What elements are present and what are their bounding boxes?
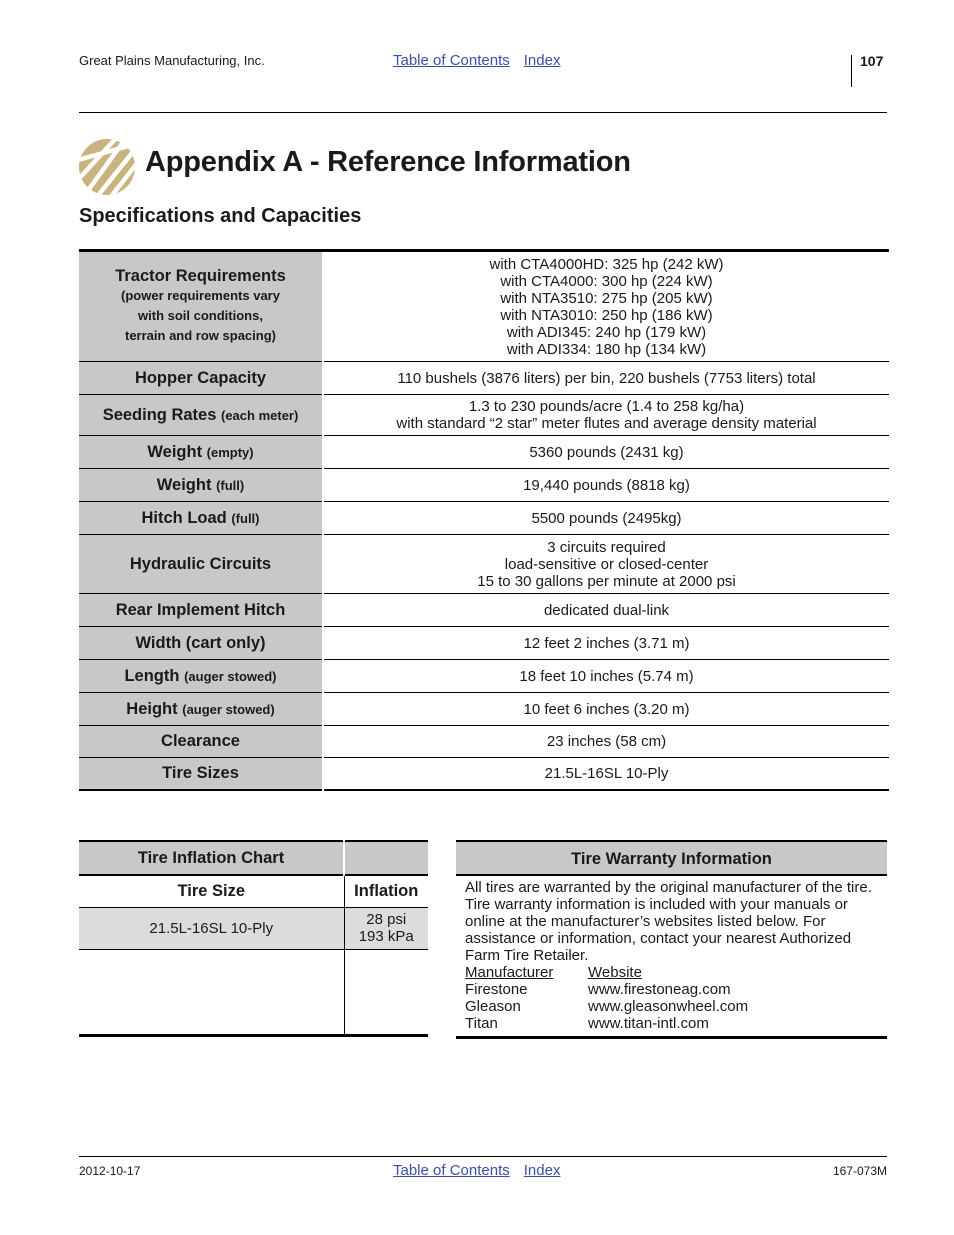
table-row xyxy=(79,758,889,790)
value-line: with NTA3510: 275 hp (205 kW) xyxy=(500,289,713,307)
value-line: 3 circuits required xyxy=(547,538,666,556)
header-nav xyxy=(393,52,574,69)
warranty-title: Tire Warranty Information xyxy=(456,842,887,876)
spec-label xyxy=(79,395,323,436)
manufacturer-name: Titan xyxy=(465,1015,498,1032)
table-row xyxy=(79,469,889,502)
value-line: load-sensitive or closed-center xyxy=(504,555,709,573)
table-cell xyxy=(344,841,428,875)
page-title: Appendix A - Reference Information xyxy=(145,146,631,178)
footer-nav xyxy=(393,1162,574,1179)
table-row xyxy=(79,251,889,362)
label-text: Weight xyxy=(147,442,203,461)
spec-value: 5500 pounds (2495kg) xyxy=(323,502,889,535)
tractor-requirements-label: Tractor Requirements xyxy=(115,267,286,285)
spec-value: dedicated dual-link xyxy=(323,594,889,627)
value-line: 15 to 30 gallons per minute at 2000 psi xyxy=(477,572,736,590)
label-text: Length xyxy=(124,666,180,685)
page-number: 107 xyxy=(860,53,884,69)
table-row xyxy=(79,395,889,436)
label-text: Height xyxy=(126,699,178,718)
value-line: with CTA4000HD: 325 hp (242 kW) xyxy=(489,255,724,273)
spec-value: 10 feet 6 inches (3.20 m) xyxy=(323,693,889,726)
header-rule xyxy=(79,112,887,113)
manufacturer-website: www.firestoneag.com xyxy=(588,981,731,998)
footer-date: 2012-10-17 xyxy=(79,1164,141,1178)
value-line: with ADI334: 180 hp (134 kW) xyxy=(506,340,707,358)
warranty-text: All tires are warranted by the original manufacturer of the tire. Tire warranty information is included with your manuals or online at the manufacturer’s websites listed below. For assistance or information, contact your nearest Authorized Farm Tire Retailer. xyxy=(465,879,872,964)
label-note: (full) xyxy=(231,510,260,526)
index-link[interactable]: Index xyxy=(523,1162,561,1179)
table-row xyxy=(79,660,889,693)
label-note: (each meter) xyxy=(221,407,299,423)
label-note: (empty) xyxy=(206,444,254,460)
tractor-requirements-note xyxy=(85,286,316,346)
table-cell xyxy=(79,949,344,1035)
table-row xyxy=(79,436,889,469)
spec-label: Clearance xyxy=(79,726,323,758)
spec-label xyxy=(79,469,323,502)
manufacturer-header: Manufacturer xyxy=(465,964,554,981)
manufacturer-list xyxy=(465,964,879,1032)
note-line: with soil conditions, xyxy=(138,308,263,323)
note-line: (power requirements vary xyxy=(121,288,280,303)
warranty-body xyxy=(456,876,887,1036)
value-line: with NTA3010: 250 hp (186 kW) xyxy=(500,306,713,324)
label-note: (full) xyxy=(216,477,245,493)
spec-value xyxy=(323,535,889,594)
spec-label: Hydraulic Circuits xyxy=(79,535,323,594)
spec-label: Width (cart only) xyxy=(79,627,323,660)
table-row xyxy=(79,949,428,1035)
manufacturer-name: Gleason xyxy=(465,998,521,1015)
specifications-table xyxy=(79,249,889,791)
company-name: Great Plains Manufacturing, Inc. xyxy=(79,53,265,68)
value-line: with ADI345: 240 hp (179 kW) xyxy=(506,323,707,341)
column-header: Tire Size xyxy=(79,875,344,907)
table-row xyxy=(79,362,889,395)
inflation-cell xyxy=(344,907,428,949)
table-row xyxy=(79,502,889,535)
note-line: terrain and row spacing) xyxy=(125,328,276,343)
value-line: 1.3 to 230 pounds/acre (1.4 to 258 kg/ha) xyxy=(468,398,745,415)
label-note: (auger stowed) xyxy=(182,701,275,717)
table-row xyxy=(79,726,889,758)
table-row xyxy=(79,627,889,660)
table-cell xyxy=(344,949,428,1035)
label-note: (auger stowed) xyxy=(184,668,277,684)
value-line: with standard “2 star” meter flutes and average density material xyxy=(396,415,817,432)
manufacturer-name: Firestone xyxy=(465,981,528,998)
table-row xyxy=(79,875,428,907)
spec-value: 23 inches (58 cm) xyxy=(323,726,889,758)
spec-label: Rear Implement Hitch xyxy=(79,594,323,627)
spec-value: 5360 pounds (2431 kg) xyxy=(323,436,889,469)
table-row xyxy=(79,535,889,594)
spec-value: 18 feet 10 inches (5.74 m) xyxy=(323,660,889,693)
spec-label xyxy=(79,502,323,535)
index-link[interactable]: Index xyxy=(523,52,561,69)
great-plains-logo-icon xyxy=(78,138,136,196)
column-header: Inflation xyxy=(344,875,428,907)
label-text: Seeding Rates xyxy=(102,405,217,424)
spec-label xyxy=(79,660,323,693)
label-text: Hitch Load xyxy=(141,508,227,527)
spec-value: 12 feet 2 inches (3.71 m) xyxy=(323,627,889,660)
inflation-kpa: 193 kPa xyxy=(358,928,414,945)
page-number-divider xyxy=(851,55,852,87)
table-row xyxy=(79,841,428,875)
manufacturer-website: www.gleasonwheel.com xyxy=(588,998,749,1015)
tire-chart-title: Tire Inflation Chart xyxy=(79,841,344,875)
table-row xyxy=(79,907,428,949)
toc-link[interactable]: Table of Contents xyxy=(393,1162,510,1179)
spec-label: Tire Sizes xyxy=(79,758,323,790)
spec-label xyxy=(79,436,323,469)
manufacturer-website: www.titan-intl.com xyxy=(588,1015,709,1032)
tire-warranty-box xyxy=(456,840,887,1039)
spec-value: 110 bushels (3876 liters) per bin, 220 bushels (7753 liters) total xyxy=(323,362,889,395)
table-row xyxy=(79,594,889,627)
spec-value xyxy=(323,251,889,362)
tire-inflation-chart xyxy=(79,840,428,1037)
spec-value xyxy=(323,395,889,436)
table-row xyxy=(79,693,889,726)
document-code: 167-073M xyxy=(832,1164,887,1178)
toc-link[interactable]: Table of Contents xyxy=(393,52,510,69)
label-text: Weight xyxy=(156,475,212,494)
inflation-psi: 28 psi xyxy=(366,911,407,928)
section-title: Specifications and Capacities xyxy=(79,205,362,227)
spec-value: 21.5L-16SL 10-Ply xyxy=(323,758,889,790)
spec-label xyxy=(79,693,323,726)
tire-size-cell: 21.5L-16SL 10-Ply xyxy=(79,907,344,949)
spec-label: Hopper Capacity xyxy=(79,362,323,395)
spec-label xyxy=(79,251,323,362)
website-header: Website xyxy=(588,964,642,981)
footer-rule xyxy=(79,1156,887,1157)
value-line: with CTA4000: 300 hp (224 kW) xyxy=(500,272,713,290)
spec-value: 19,440 pounds (8818 kg) xyxy=(323,469,889,502)
